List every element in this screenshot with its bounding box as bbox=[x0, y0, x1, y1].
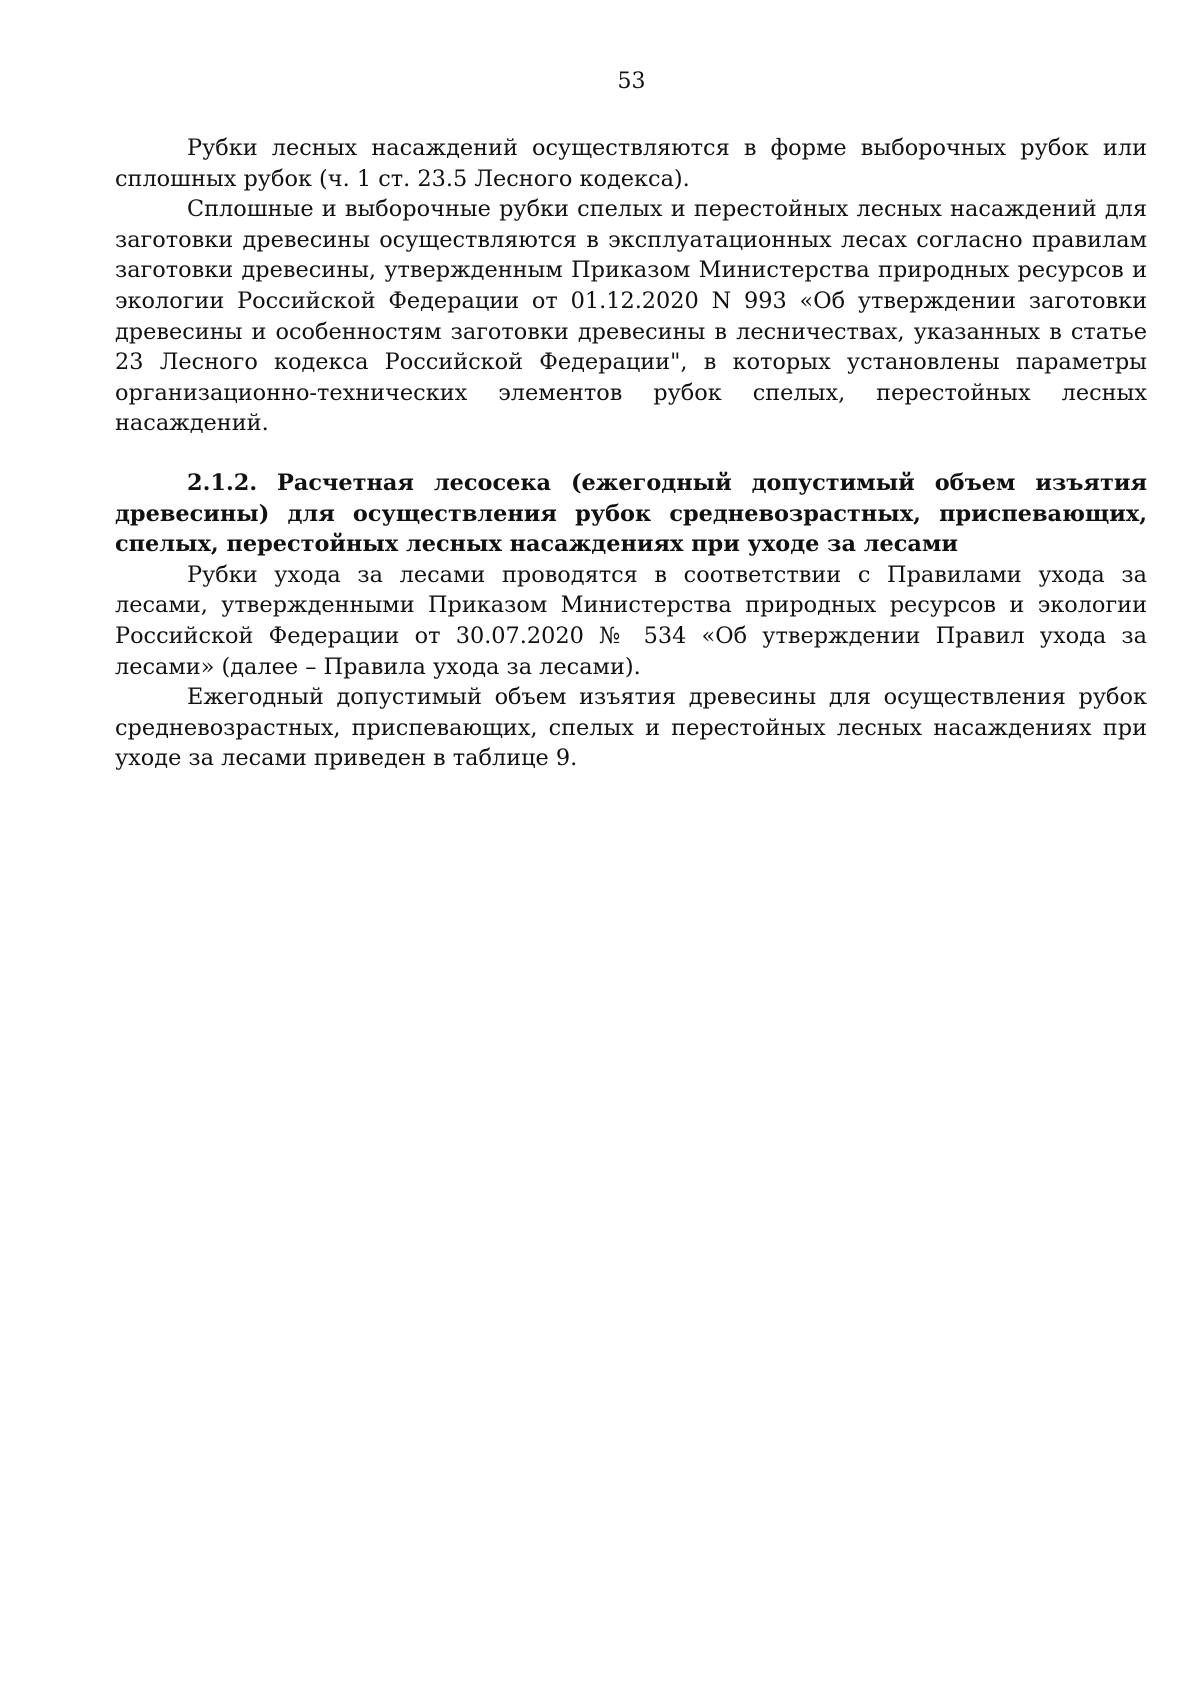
section-heading: 2.1.2. Расчетная лесосека (ежегодный допустимый объем изъятия древесины) для осуществления рубок средневозрастных, приспевающих, спелых, перестойных лесных насаждениях при уходе за лесами bbox=[115, 469, 1147, 558]
paragraph: Ежегодный допустимый объем изъятия древесины для осуществления рубок средневозрастных, приспевающих, спелых и перестойных лесных насаждениях при уходе за лесами приведен в таблице 9. bbox=[115, 684, 1147, 772]
paragraph: Рубки ухода за лесами проводятся в соответствии с Правилами ухода за лесами, утвержденными Приказом Министерства природных ресурсов и экологии Российской Федерации от 30.07.2020 № 534 «Об утверждении Правил ухода за лесами» (далее – Правила ухода за лесами). bbox=[115, 561, 1147, 680]
paragraph: Рубки лесных насаждений осуществляются в форме выборочных рубок или сплошных рубок (ч. 1 ст. 23.5 Лесного кодекса). bbox=[115, 135, 1147, 192]
document-body bbox=[115, 133, 1147, 774]
page-number: 53 bbox=[617, 69, 646, 94]
paragraph: Сплошные и выборочные рубки спелых и перестойных лесных насаждений для заготовки древесины осуществляются в эксплуатационных лесах согласно правилам заготовки древесины, утвержденным Приказом Министерства природных ресурсов и экологии Российской Федерации от 01.12.2020 N 993 «Об утверждении заготовки древесины и особенностям заготовки древесины в лесничествах, указанных в статье 23 Лесного кодекса Российской Федерации", в которых установлены параметры организационно-технических элементов рубок спелых, перестойных лесных насаждений. bbox=[115, 196, 1147, 437]
